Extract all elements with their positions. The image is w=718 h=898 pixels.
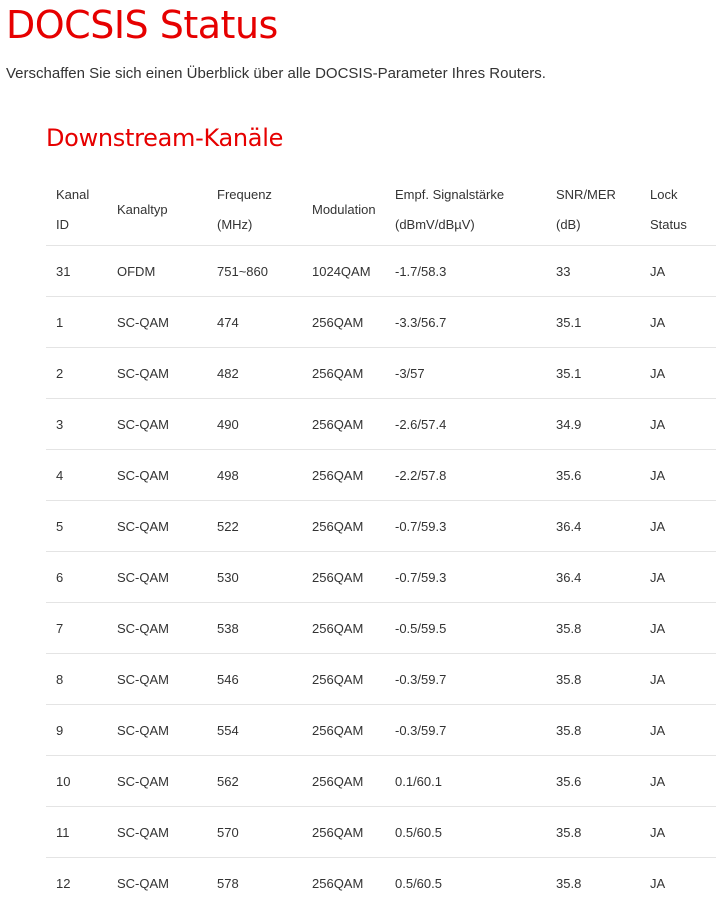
cell-modulation: 256QAM bbox=[302, 756, 385, 807]
cell-snr: 35.8 bbox=[546, 858, 640, 898]
table-row bbox=[46, 348, 716, 399]
cell-channel-type: SC-QAM bbox=[107, 654, 207, 705]
cell-lock-status: JA bbox=[640, 348, 716, 399]
cell-modulation: 256QAM bbox=[302, 654, 385, 705]
cell-snr: 35.1 bbox=[546, 348, 640, 399]
cell-snr: 35.6 bbox=[546, 450, 640, 501]
cell-frequency: 482 bbox=[207, 348, 302, 399]
cell-channel-type: SC-QAM bbox=[107, 807, 207, 858]
cell-channel-id: 7 bbox=[46, 603, 107, 654]
cell-channel-type: SC-QAM bbox=[107, 603, 207, 654]
header-power-line1: Empf. Signalstärke bbox=[395, 187, 505, 202]
table-row bbox=[46, 807, 716, 858]
cell-channel-id: 1 bbox=[46, 297, 107, 348]
cell-lock-status: JA bbox=[640, 450, 716, 501]
cell-power: -3.3/56.7 bbox=[385, 297, 546, 348]
cell-lock-status: JA bbox=[640, 654, 716, 705]
cell-snr: 35.1 bbox=[546, 297, 640, 348]
header-snr-line1: SNR/MER bbox=[556, 187, 616, 202]
cell-lock-status: JA bbox=[640, 399, 716, 450]
cell-snr: 34.9 bbox=[546, 399, 640, 450]
cell-power: -0.3/59.7 bbox=[385, 705, 546, 756]
page-title: DOCSIS Status bbox=[6, 3, 278, 47]
cell-snr: 33 bbox=[546, 246, 640, 297]
downstream-section-title: Downstream-Kanäle bbox=[46, 124, 284, 152]
cell-power: -0.5/59.5 bbox=[385, 603, 546, 654]
cell-modulation: 256QAM bbox=[302, 858, 385, 898]
cell-channel-type: SC-QAM bbox=[107, 858, 207, 898]
downstream-table bbox=[46, 175, 716, 898]
cell-lock-status: JA bbox=[640, 756, 716, 807]
cell-channel-id: 4 bbox=[46, 450, 107, 501]
page-intro: Verschaffen Sie sich einen Überblick über alle DOCSIS-Parameter Ihres Routers. bbox=[6, 65, 546, 82]
table-row bbox=[46, 246, 716, 297]
header-lock-line1: Lock bbox=[650, 187, 678, 202]
header-frequency-line1: Frequenz bbox=[217, 187, 272, 202]
cell-channel-id: 6 bbox=[46, 552, 107, 603]
cell-channel-id: 3 bbox=[46, 399, 107, 450]
cell-frequency: 562 bbox=[207, 756, 302, 807]
cell-snr: 35.8 bbox=[546, 705, 640, 756]
downstream-table-container bbox=[46, 175, 716, 898]
cell-modulation: 256QAM bbox=[302, 705, 385, 756]
cell-power: 0.5/60.5 bbox=[385, 807, 546, 858]
header-snr bbox=[546, 175, 640, 246]
cell-frequency: 538 bbox=[207, 603, 302, 654]
cell-frequency: 751~860 bbox=[207, 246, 302, 297]
cell-channel-id: 11 bbox=[46, 807, 107, 858]
header-channel-id bbox=[46, 175, 107, 246]
cell-snr: 35.6 bbox=[546, 756, 640, 807]
downstream-table-body bbox=[46, 246, 716, 898]
cell-channel-id: 12 bbox=[46, 858, 107, 898]
cell-modulation: 256QAM bbox=[302, 552, 385, 603]
cell-modulation: 256QAM bbox=[302, 501, 385, 552]
cell-lock-status: JA bbox=[640, 552, 716, 603]
header-snr-line2: (dB) bbox=[556, 217, 581, 232]
cell-channel-type: SC-QAM bbox=[107, 552, 207, 603]
cell-channel-id: 31 bbox=[46, 246, 107, 297]
cell-channel-id: 2 bbox=[46, 348, 107, 399]
cell-channel-id: 8 bbox=[46, 654, 107, 705]
table-row bbox=[46, 297, 716, 348]
cell-channel-type: SC-QAM bbox=[107, 399, 207, 450]
cell-channel-type: SC-QAM bbox=[107, 756, 207, 807]
table-row bbox=[46, 552, 716, 603]
cell-channel-type: SC-QAM bbox=[107, 501, 207, 552]
cell-lock-status: JA bbox=[640, 246, 716, 297]
cell-modulation: 256QAM bbox=[302, 807, 385, 858]
cell-channel-type: OFDM bbox=[107, 246, 207, 297]
header-channel-id-line2: ID bbox=[56, 217, 69, 232]
cell-channel-type: SC-QAM bbox=[107, 705, 207, 756]
header-channel-type-line1: Kanaltyp bbox=[117, 202, 168, 217]
header-row bbox=[46, 175, 716, 246]
cell-snr: 36.4 bbox=[546, 501, 640, 552]
cell-frequency: 570 bbox=[207, 807, 302, 858]
table-row bbox=[46, 705, 716, 756]
cell-power: 0.5/60.5 bbox=[385, 858, 546, 898]
cell-modulation: 256QAM bbox=[302, 348, 385, 399]
cell-lock-status: JA bbox=[640, 807, 716, 858]
cell-power: -0.3/59.7 bbox=[385, 654, 546, 705]
cell-frequency: 522 bbox=[207, 501, 302, 552]
cell-power: -0.7/59.3 bbox=[385, 552, 546, 603]
cell-snr: 35.8 bbox=[546, 807, 640, 858]
cell-power: -0.7/59.3 bbox=[385, 501, 546, 552]
cell-power: -2.2/57.8 bbox=[385, 450, 546, 501]
header-channel-type bbox=[107, 175, 207, 246]
table-row bbox=[46, 756, 716, 807]
cell-channel-id: 10 bbox=[46, 756, 107, 807]
header-lock-status bbox=[640, 175, 716, 246]
header-lock-line2: Status bbox=[650, 217, 687, 232]
table-row bbox=[46, 654, 716, 705]
cell-power: -3/57 bbox=[385, 348, 546, 399]
cell-lock-status: JA bbox=[640, 705, 716, 756]
table-row bbox=[46, 450, 716, 501]
cell-power: 0.1/60.1 bbox=[385, 756, 546, 807]
cell-channel-type: SC-QAM bbox=[107, 450, 207, 501]
header-modulation bbox=[302, 175, 385, 246]
cell-lock-status: JA bbox=[640, 297, 716, 348]
cell-snr: 36.4 bbox=[546, 552, 640, 603]
downstream-table-header bbox=[46, 175, 716, 246]
cell-frequency: 530 bbox=[207, 552, 302, 603]
cell-channel-id: 5 bbox=[46, 501, 107, 552]
cell-channel-type: SC-QAM bbox=[107, 348, 207, 399]
cell-frequency: 546 bbox=[207, 654, 302, 705]
cell-frequency: 490 bbox=[207, 399, 302, 450]
cell-modulation: 256QAM bbox=[302, 603, 385, 654]
cell-frequency: 474 bbox=[207, 297, 302, 348]
cell-snr: 35.8 bbox=[546, 654, 640, 705]
cell-modulation: 256QAM bbox=[302, 399, 385, 450]
table-row bbox=[46, 603, 716, 654]
table-row bbox=[46, 858, 716, 898]
cell-lock-status: JA bbox=[640, 603, 716, 654]
header-power bbox=[385, 175, 546, 246]
cell-modulation: 256QAM bbox=[302, 450, 385, 501]
header-modulation-line1: Modulation bbox=[312, 202, 376, 217]
cell-modulation: 256QAM bbox=[302, 297, 385, 348]
header-channel-id-line1: Kanal bbox=[56, 187, 90, 202]
cell-modulation: 1024QAM bbox=[302, 246, 385, 297]
cell-channel-type: SC-QAM bbox=[107, 297, 207, 348]
cell-channel-id: 9 bbox=[46, 705, 107, 756]
cell-lock-status: JA bbox=[640, 858, 716, 898]
cell-snr: 35.8 bbox=[546, 603, 640, 654]
cell-frequency: 554 bbox=[207, 705, 302, 756]
table-row bbox=[46, 501, 716, 552]
cell-frequency: 578 bbox=[207, 858, 302, 898]
cell-power: -2.6/57.4 bbox=[385, 399, 546, 450]
header-frequency bbox=[207, 175, 302, 246]
header-power-line2: (dBmV/dBµV) bbox=[395, 217, 475, 232]
cell-frequency: 498 bbox=[207, 450, 302, 501]
table-row bbox=[46, 399, 716, 450]
cell-lock-status: JA bbox=[640, 501, 716, 552]
cell-power: -1.7/58.3 bbox=[385, 246, 546, 297]
header-frequency-line2: (MHz) bbox=[217, 217, 253, 232]
